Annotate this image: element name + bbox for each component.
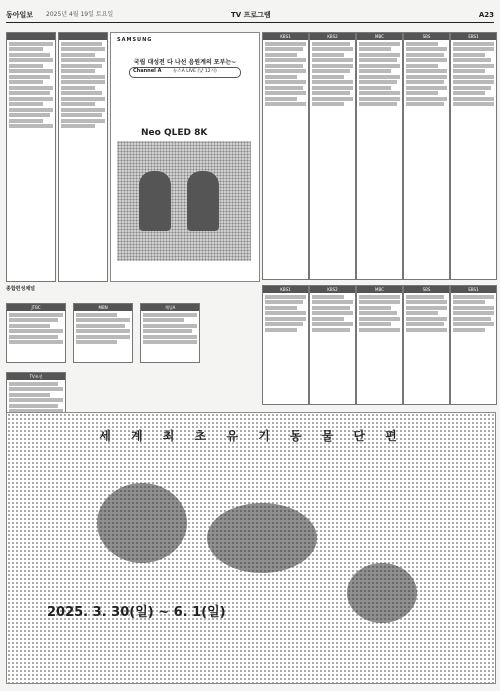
channel-program: 뉴스A LIVE (낮 12시) xyxy=(173,69,217,74)
exhibition-title: 세 계 최 초 유 기 동 물 단 편 xyxy=(99,429,405,443)
cable-column: 채널A xyxy=(140,303,200,363)
graphic-blob xyxy=(207,503,317,573)
exhibition-dates: 2025. 3. 30(일) ~ 6. 1(일) xyxy=(47,605,226,620)
tv-grid-top xyxy=(262,32,494,280)
graphic-blob xyxy=(347,563,417,623)
cable-title: 종합편성채널 xyxy=(6,286,35,292)
cable-column: TV조선 xyxy=(6,372,66,432)
channel-column: SBS xyxy=(403,32,450,280)
channel-column: KBS2 xyxy=(309,32,356,280)
channel-column: KBS1 xyxy=(262,285,309,405)
cable-column: JTBC xyxy=(6,303,66,363)
schedule-column-left-1 xyxy=(6,32,56,282)
issue-date: 2025년 4월 19일 토요일 xyxy=(46,11,114,18)
channel-column: MBC xyxy=(356,32,403,280)
section-title: TV 프로그램 xyxy=(231,11,271,19)
graphic-blob xyxy=(97,483,187,563)
cable-column: MBN xyxy=(73,303,133,363)
product-name: Neo QLED 8K xyxy=(141,128,208,138)
samsung-advert xyxy=(110,32,260,282)
page-number: A23 xyxy=(478,11,494,19)
column-header xyxy=(59,33,107,40)
channel-column: EBS1 xyxy=(450,285,497,405)
tv-image xyxy=(117,141,251,261)
schedule-column-left-2 xyxy=(58,32,108,282)
channel-column: MBC xyxy=(356,285,403,405)
ad-brand: SAMSUNG xyxy=(117,37,153,43)
tv-grid-bottom xyxy=(262,285,494,405)
newspaper-name: 동아일보 xyxy=(6,11,34,19)
person-figure xyxy=(187,171,219,231)
channel-column: KBS2 xyxy=(309,285,356,405)
ad-headline: 국립 대성전 다 나선 음원계의 포부는~ xyxy=(133,59,237,66)
exhibition-advert xyxy=(6,412,496,684)
column-header xyxy=(7,33,55,40)
channel-column: SBS xyxy=(403,285,450,405)
channel-column: KBS1 xyxy=(262,32,309,280)
channel-column: EBS1 xyxy=(450,32,497,280)
channel-name: Channel A xyxy=(133,68,162,74)
person-figure xyxy=(139,171,171,231)
page-header xyxy=(6,8,494,23)
